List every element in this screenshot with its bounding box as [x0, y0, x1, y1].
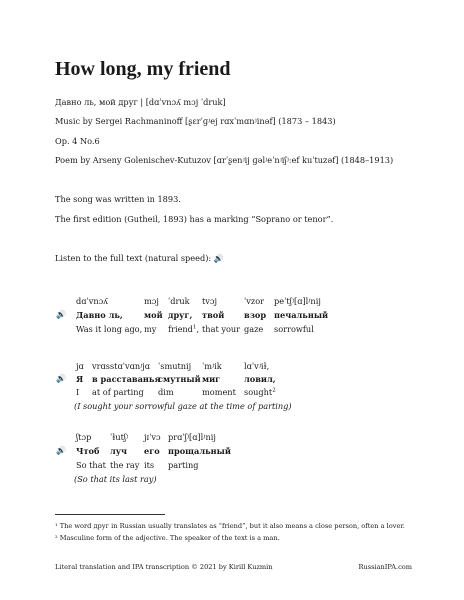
page-title: How long, my friend [55, 58, 231, 80]
ipa-word: mɔj [144, 296, 159, 306]
russian-word: печальный [274, 310, 329, 320]
english-gloss: sought [244, 387, 273, 397]
ipa-word: ˈsmutnij [158, 361, 192, 371]
russian-word: Давно ль, [76, 310, 123, 320]
ipa-word: ˈmʲik [202, 361, 222, 371]
poem-credit: Poem by Arseny Golenischev-Kutuzov [ɑrˈʂenʲij ɡəlʲeˈnʲiʃʲːef kuˈtuzəf] (1848–1913) [55, 155, 394, 165]
footnote-ref[interactable]: 1 [192, 324, 197, 331]
russian-word: твой [202, 310, 225, 320]
line-3-speaker-icon[interactable]: 🔊 [56, 446, 66, 455]
line-translation: (So that its last ray) [74, 474, 157, 484]
english-gloss: the ray [110, 460, 140, 470]
english-gloss-with-footnote [244, 387, 276, 397]
written-note: The song was written in 1893. [55, 194, 181, 204]
russian-word: смутный [158, 374, 201, 384]
russian-title-line: Давно ль, мой друг | [dɑˈvnɔʎ mɔj ˈdruk] [55, 97, 226, 107]
ipa-word: tvɔj [202, 296, 218, 306]
english-gloss: its [144, 460, 155, 470]
english-gloss: my [144, 324, 157, 334]
russian-word: мой [144, 310, 163, 320]
russian-word: прощальный [168, 446, 231, 456]
ipa-word: prɑˈʃʲ[ɑ]lʲnij [168, 432, 216, 442]
music-credit: Music by Sergei Rachmaninoff [ʂɛrˈɡʲej rɑxˈmɑnʲinəf] (1873 – 1843) [55, 116, 336, 126]
listen-row [55, 253, 224, 263]
footer-site-link[interactable]: RussianIPA.com [358, 563, 412, 571]
line-2-speaker-icon[interactable]: 🔊 [56, 374, 66, 383]
ipa-word: lɑˈvʲiɫ, [244, 361, 270, 371]
footnote-ref[interactable]: 2 [272, 387, 276, 394]
ipa-word: ʃtɔp [76, 432, 92, 442]
ipa-word: ˈdruk [168, 296, 190, 306]
english-gloss: parting [168, 460, 199, 470]
english-gloss: So that [76, 460, 106, 470]
english-gloss: that your [202, 324, 241, 334]
listen-label: Listen to the full text (natural speed): [55, 253, 212, 263]
ipa-word: vrɑsstɑˈvɑnʲjɑ [92, 361, 151, 371]
footnote-2: ² Masculine form of the adjective. The speaker of the text is a man. [55, 534, 280, 542]
footer-copyright: Literal translation and IPA transcription © 2021 by Kirill Kuzmin [55, 563, 273, 571]
russian-word: Чтоб [76, 446, 100, 456]
footnote-1: ¹ The word друг in Russian usually translates as “friend”, but it also means a close person, often a lover. [55, 522, 405, 530]
english-gloss: at of parting [92, 387, 144, 397]
english-gloss: moment [202, 387, 236, 397]
english-gloss: dim [158, 387, 174, 397]
russian-word: миг [202, 374, 221, 384]
ipa-word: dɑˈvnɔʎ [76, 296, 108, 306]
ipa-word: ˈvzor [244, 296, 265, 306]
line-translation: (I sought your sorrowful gaze at the time of parting) [74, 401, 292, 411]
ipa-word: peˈtʃʲ[ɑ]lʲnij [274, 296, 321, 306]
line-1-speaker-icon[interactable]: 🔊 [56, 310, 66, 319]
russian-word: Я [76, 374, 84, 384]
english-gloss-with-footnote: friend$^1$, [168, 324, 200, 334]
russian-word: ловил, [244, 374, 276, 384]
russian-word: взор [244, 310, 267, 320]
ipa-word: jɪˈvɔ [144, 432, 161, 442]
english-gloss: friend [168, 324, 193, 334]
russian-word: в расставанья [92, 374, 161, 384]
english-gloss: I [76, 387, 80, 397]
russian-word: его [144, 446, 160, 456]
edition-note: The first edition (Gutheil, 1893) has a marking “Soprano or tenor”. [55, 214, 334, 224]
speaker-icon[interactable]: 🔊 [213, 254, 224, 263]
ipa-word: jɑ [76, 361, 84, 371]
russian-word: друг, [168, 310, 193, 320]
english-gloss: gaze [244, 324, 264, 334]
russian-word: луч [110, 446, 128, 456]
ipa-word: ˈɫutʃʲ [110, 432, 129, 442]
english-gloss: Was it long ago, [76, 324, 143, 334]
opus-number: Op. 4 No.6 [55, 136, 100, 146]
footnote-divider [55, 514, 165, 515]
english-gloss: sorrowful [274, 324, 314, 334]
